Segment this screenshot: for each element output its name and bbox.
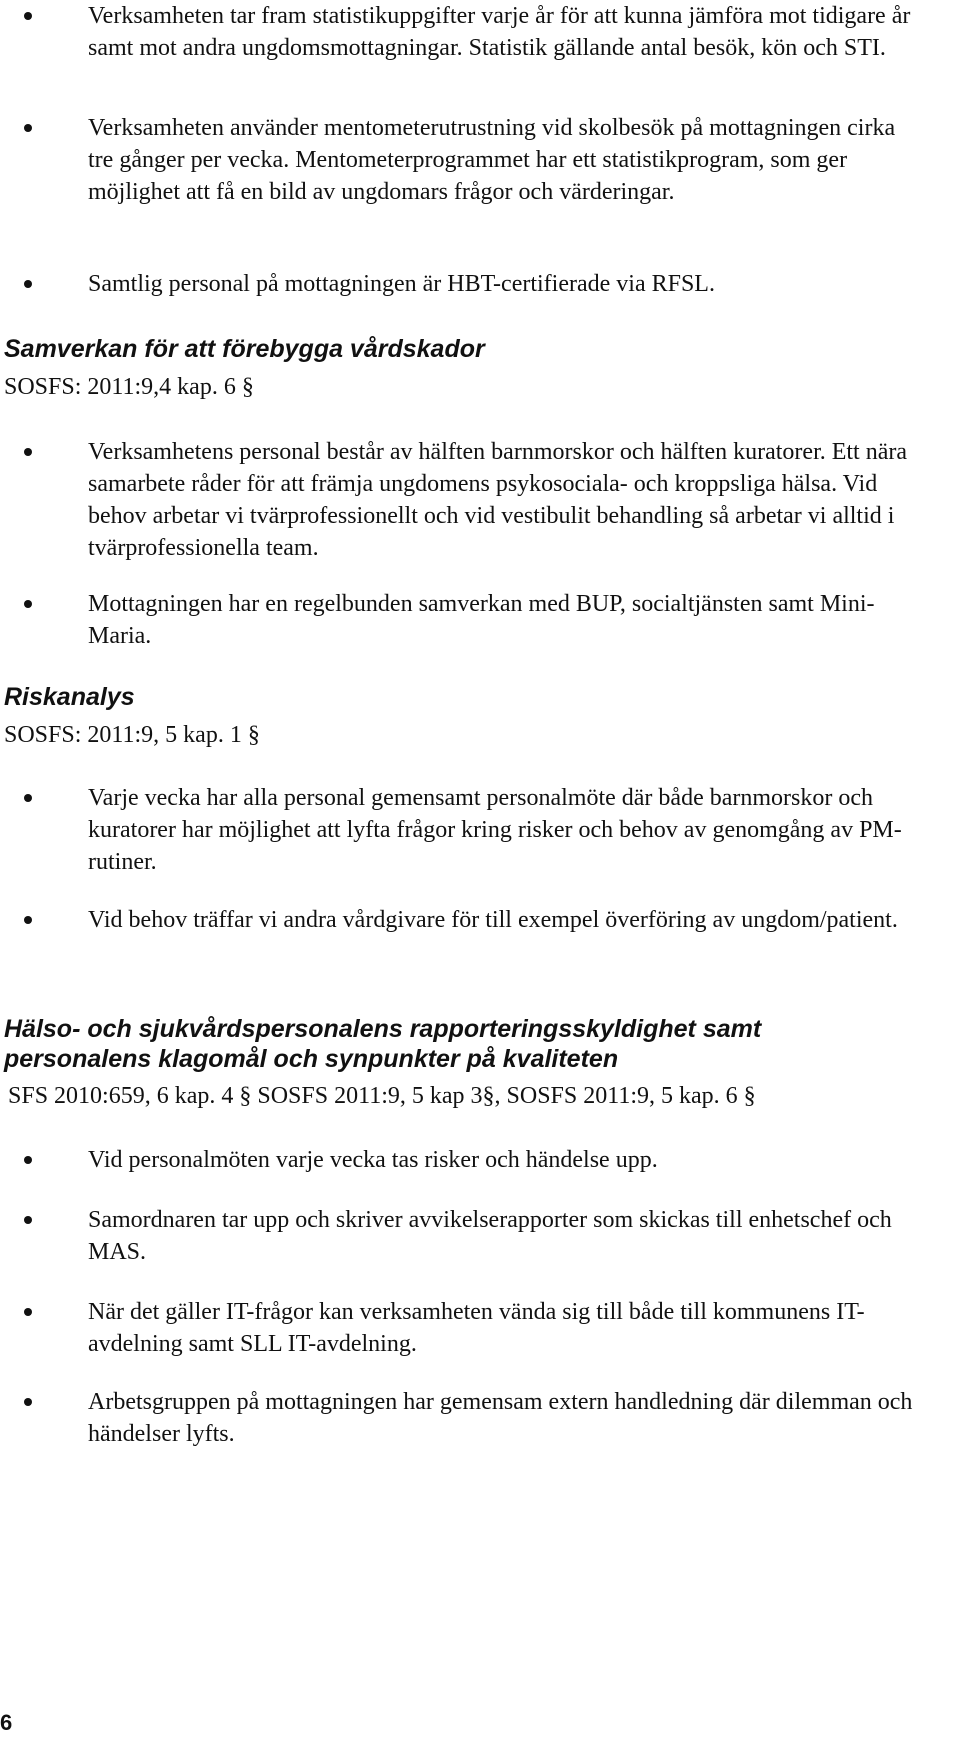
page-number: 6 <box>0 1710 13 1735</box>
list-item <box>0 268 960 300</box>
list-item-text: Vid personalmöten varje vecka tas risker och händelse upp. <box>88 1147 658 1173</box>
list-item <box>0 1204 960 1268</box>
list-item <box>0 112 960 208</box>
list-item-text: Verksamheten tar fram statistikuppgifter varje år för att kunna jämföra mot tidigare år samt mot andra ungdomsmottagningar. Statistik gällande antal besök, kön och STI. <box>88 3 911 61</box>
section-heading-samverkan: Samverkan för att förebygga vårdskador <box>4 335 485 363</box>
bullet-icon <box>24 794 32 802</box>
section-reference: SFS 2010:659, 6 kap. 4 § SOSFS 2011:9, 5 kap 3§, SOSFS 2011:9, 5 kap. 6 § <box>8 1083 756 1109</box>
list-item <box>0 588 960 652</box>
bullet-icon <box>24 280 32 288</box>
bullet-icon <box>24 448 32 456</box>
section-heading-rapportering: Hälso- och sjukvårdspersonalens rapporteringsskyldighet samt personalens klagomål och synpunkter på kvaliteten <box>4 1015 762 1073</box>
list-item-text: Samordnaren tar upp och skriver avvikelserapporter som skickas till enhetschef och MAS. <box>88 1207 892 1265</box>
list-item <box>0 1386 960 1450</box>
list-item-text: Arbetsgruppen på mottagningen har gemensam extern handledning där dilemman och händelser lyfts. <box>88 1389 913 1447</box>
bullet-icon <box>24 1156 32 1164</box>
list-item-text: Varje vecka har alla personal gemensamt personalmöte där både barnmorskor och kuratorer har möjlighet att lyfta frågor kring risker och behov av genomgång av PM-rutiner. <box>88 785 902 875</box>
section-heading-riskanalys: Riskanalys <box>4 683 135 711</box>
list-item <box>0 436 960 564</box>
bullet-icon <box>24 1398 32 1406</box>
bullet-icon <box>24 1308 32 1316</box>
bullet-icon <box>24 916 32 924</box>
list-item <box>0 1296 960 1360</box>
list-item-text: Samtlig personal på mottagningen är HBT-certifierade via RFSL. <box>88 271 715 297</box>
bullet-icon <box>24 12 32 20</box>
bullet-icon <box>24 600 32 608</box>
bullet-icon <box>24 1216 32 1224</box>
list-item-text: När det gäller IT-frågor kan verksamheten vända sig till både till kommunens IT-avdelning samt SLL IT-avdelning. <box>88 1299 865 1357</box>
section-reference: SOSFS: 2011:9, 5 kap. 1 § <box>4 722 260 748</box>
bullet-icon <box>24 124 32 132</box>
list-item <box>0 1144 960 1176</box>
list-item-text: Vid behov träffar vi andra vårdgivare för till exempel överföring av ungdom/patient. <box>88 907 898 933</box>
list-item <box>0 0 960 64</box>
list-item <box>0 904 960 936</box>
list-item-text: Mottagningen har en regelbunden samverkan med BUP, socialtjänsten samt Mini-Maria. <box>88 591 875 649</box>
section-reference: SOSFS: 2011:9,4 kap. 6 § <box>4 374 254 400</box>
list-item-text: Verksamheten använder mentometerutrustning vid skolbesök på mottagningen cirka tre gånger per vecka. Mentometerprogrammet har ett statistikprogram, som ger möjlighet att få en bild av ungdomars frågor och värderingar. <box>88 115 896 205</box>
list-item <box>0 782 960 878</box>
list-item-text: Verksamhetens personal består av hälften barnmorskor och hälften kuratorer. Ett nära samarbete råder för att främja ungdomens psykosociala- och kroppsliga hälsa. Vid behov arbetar vi tvärprofessionellt och vid vestibulit behandling så arbetar vi alltid i tvärprofessionella team. <box>88 439 908 561</box>
